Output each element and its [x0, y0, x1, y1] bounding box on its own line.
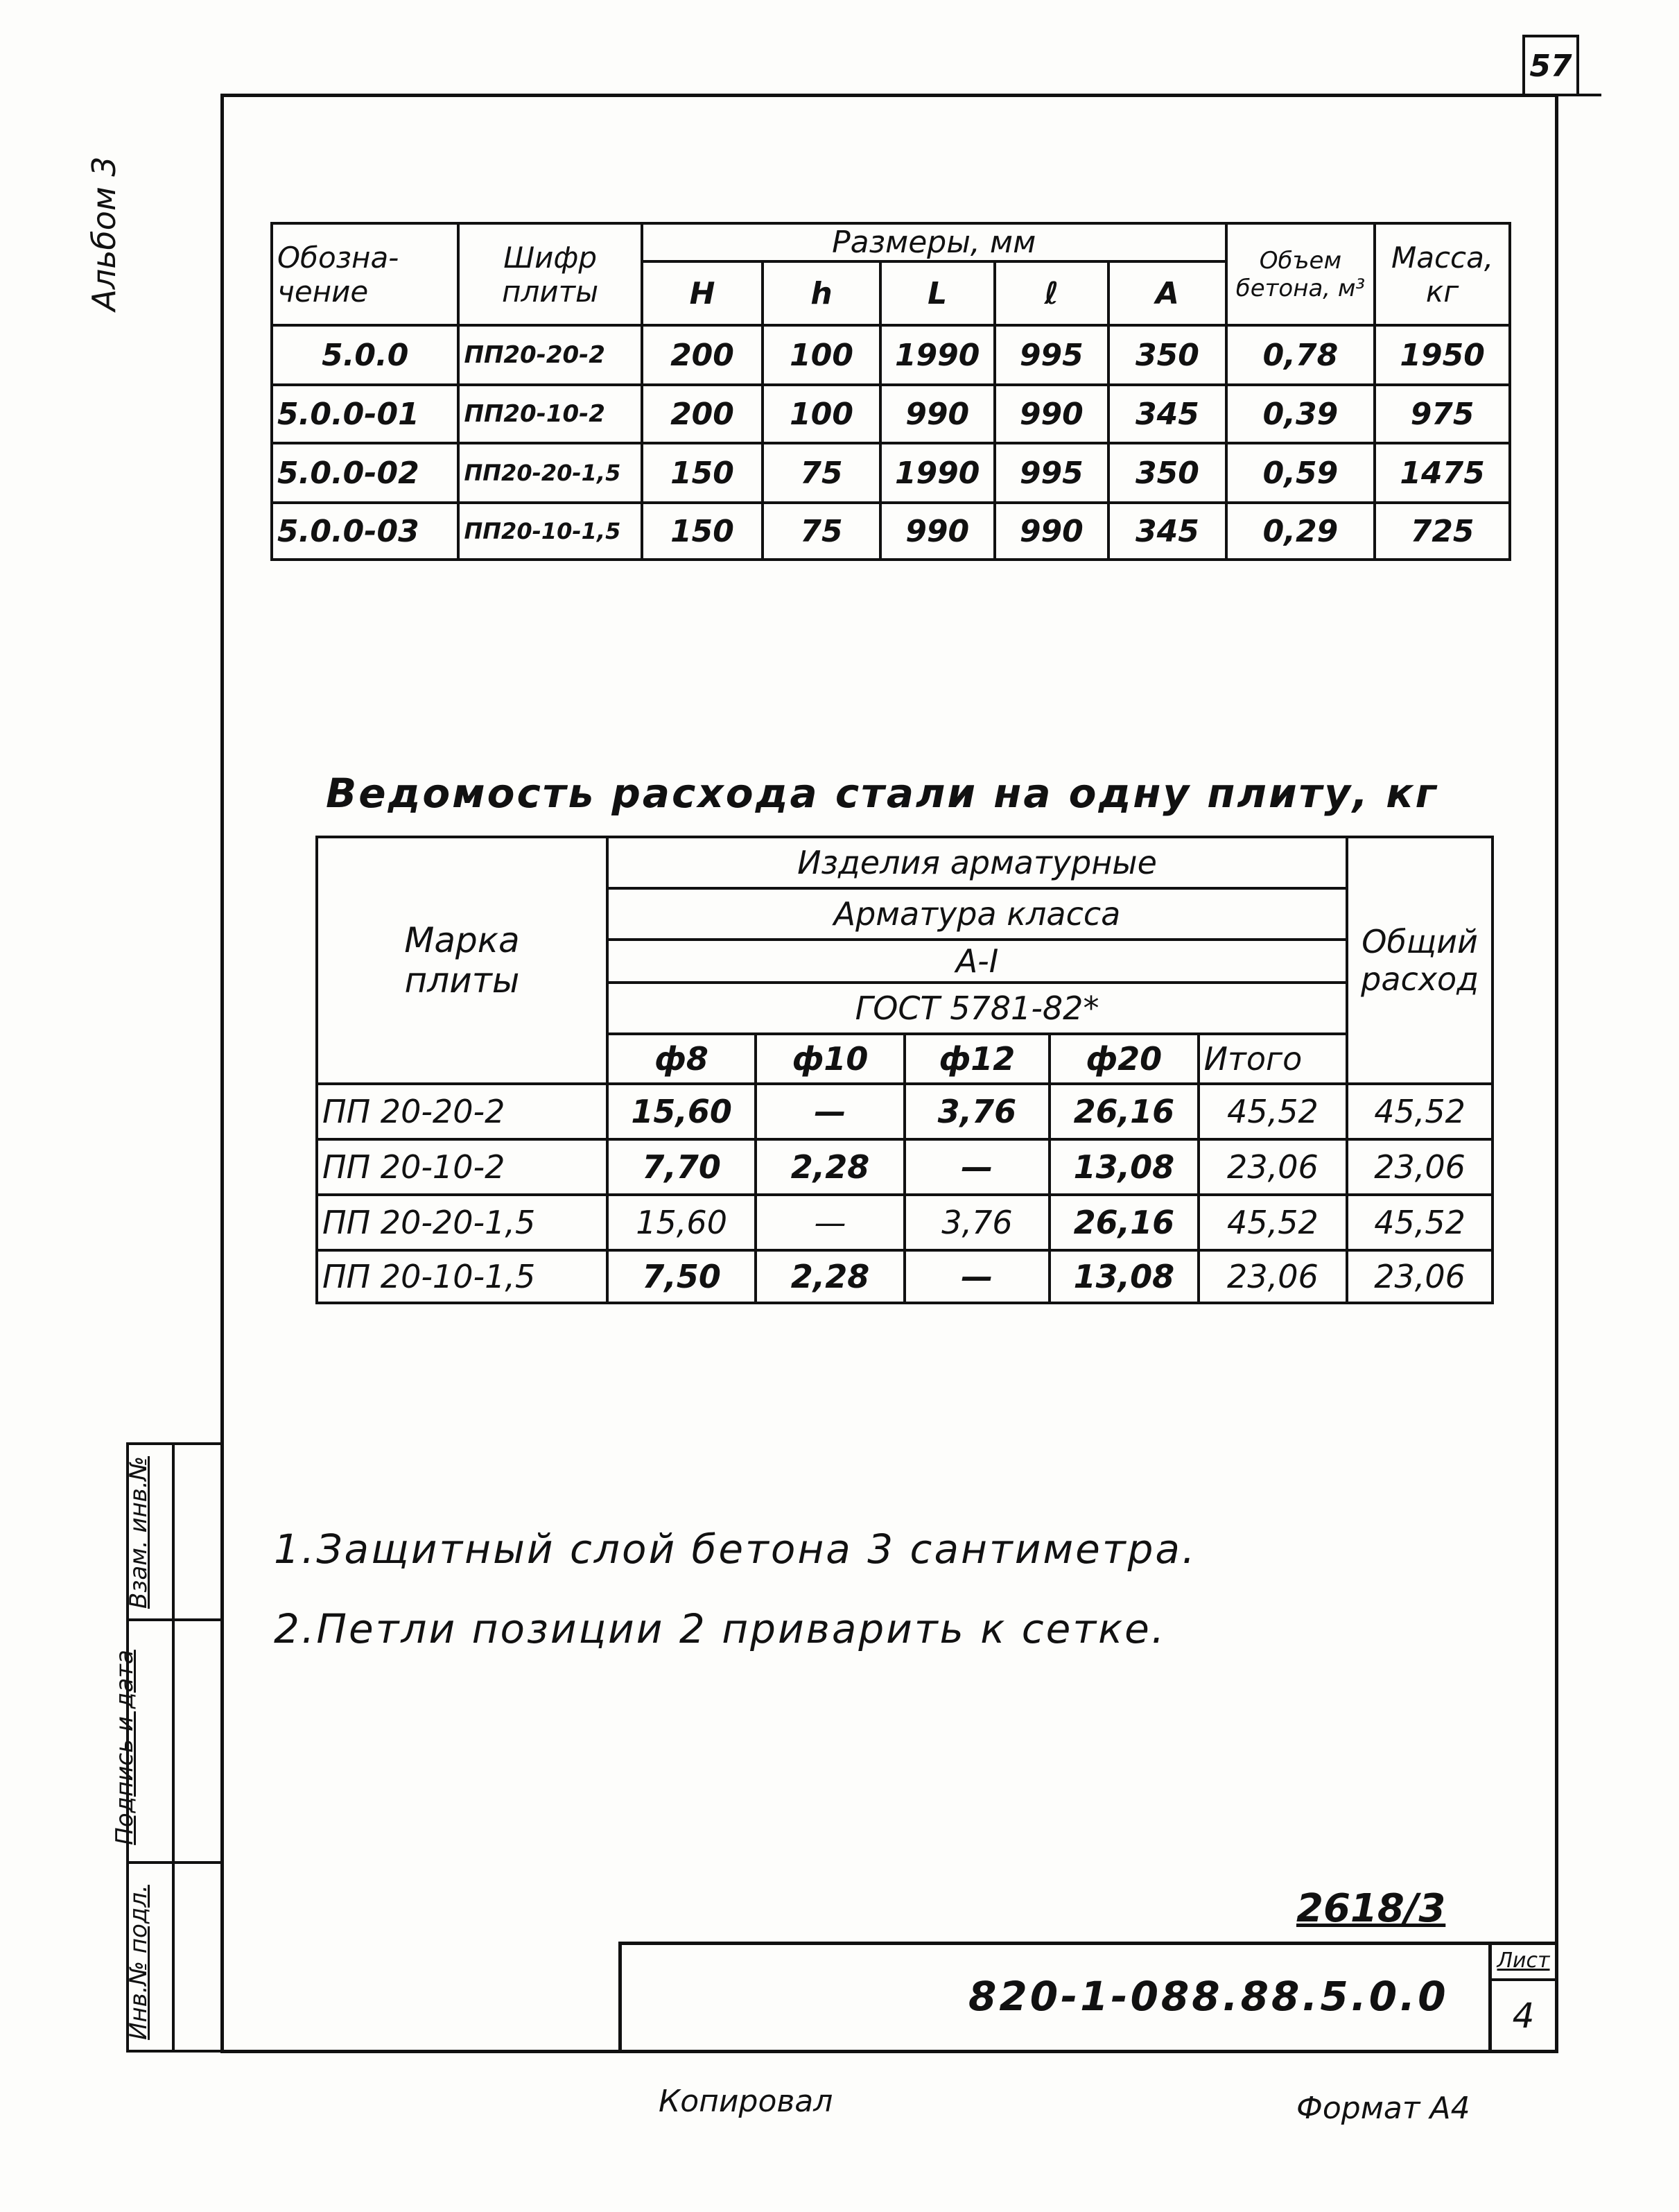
table-row [272, 443, 1510, 503]
note-1: 1.Защитный слой бетона 3 сантиметра. [274, 1526, 1197, 1573]
cell-d12: — [905, 1250, 1050, 1303]
replace-inv-label: Взам. инв.№ [125, 1455, 153, 1609]
cell-designation: 5.0.0 [272, 325, 458, 385]
cell-volume: 0,29 [1226, 503, 1375, 560]
table-row [272, 385, 1510, 443]
col-h: h [763, 261, 880, 325]
cell-l: 990 [995, 385, 1109, 443]
col-rebar-class: Арматура класса [607, 888, 1347, 940]
cell-d8: 7,70 [607, 1139, 756, 1195]
col-mass: Масса, кг [1375, 223, 1510, 325]
col-d10: ф10 [756, 1034, 904, 1084]
table-row [317, 1250, 1493, 1303]
cell-A: 345 [1108, 503, 1226, 560]
col-l: ℓ [995, 261, 1109, 325]
album-label: Альбом 3 [85, 156, 123, 311]
cell-H: 150 [642, 443, 763, 503]
cell-designation: 5.0.0-03 [272, 503, 458, 560]
col-subtotal: Итого [1199, 1034, 1348, 1084]
cell-subtotal: 23,06 [1199, 1139, 1348, 1195]
cell-h: 100 [763, 325, 880, 385]
format-label: Формат А4 [1296, 2091, 1470, 2126]
cell-d10: — [756, 1195, 904, 1250]
cell-mark: ПП 20-20-2 [317, 1084, 607, 1139]
cell-d20: 26,16 [1050, 1084, 1199, 1139]
col-d12: ф12 [905, 1034, 1050, 1084]
cell-d10: 2,28 [756, 1139, 904, 1195]
cell-l: 995 [995, 325, 1109, 385]
cell-A: 350 [1108, 325, 1226, 385]
col-L: L [880, 261, 995, 325]
cell-h: 100 [763, 385, 880, 443]
cell-cipher: ПП20-10-2 [458, 385, 641, 443]
cell-mass: 1950 [1375, 325, 1510, 385]
steel-table [315, 836, 1494, 1304]
cell-cipher: ПП20-20-2 [458, 325, 641, 385]
col-gost: ГОСТ 5781-82* [607, 983, 1347, 1034]
col-A: A [1108, 261, 1226, 325]
sheet-label: Лист [1492, 1945, 1555, 1981]
cell-d10: 2,28 [756, 1250, 904, 1303]
table-row [317, 1139, 1493, 1195]
cell-h: 75 [763, 443, 880, 503]
cell-designation: 5.0.0-02 [272, 443, 458, 503]
cell-mark: ПП 20-10-2 [317, 1139, 607, 1195]
cell-total: 23,06 [1347, 1139, 1493, 1195]
cell-h: 75 [763, 503, 880, 560]
col-volume: Объем бетона, м³ [1226, 223, 1375, 325]
cell-L: 1990 [880, 325, 995, 385]
cell-l: 990 [995, 503, 1109, 560]
cell-d12: — [905, 1139, 1050, 1195]
inv-orig-label: Инв.№ подл. [125, 1885, 153, 2040]
cell-mark: ПП 20-10-1,5 [317, 1250, 607, 1303]
cell-designation: 5.0.0-01 [272, 385, 458, 443]
cell-d12: 3,76 [905, 1195, 1050, 1250]
cell-d8: 7,50 [607, 1250, 756, 1303]
cell-H: 150 [642, 503, 763, 560]
cell-L: 990 [880, 503, 995, 560]
cell-mass: 725 [1375, 503, 1510, 560]
col-cipher: Шифр плиты [458, 223, 641, 325]
cell-volume: 0,78 [1226, 325, 1375, 385]
cell-subtotal: 45,52 [1199, 1195, 1348, 1250]
cell-A: 345 [1108, 385, 1226, 443]
page-number: 57 [1522, 35, 1579, 96]
col-H: H [642, 261, 763, 325]
cell-L: 990 [880, 385, 995, 443]
cell-A: 350 [1108, 443, 1226, 503]
cell-total: 45,52 [1347, 1084, 1493, 1139]
strip-row-line [129, 1861, 220, 1864]
cell-d8: 15,60 [607, 1084, 756, 1139]
col-total: Общий расход [1347, 837, 1493, 1084]
cell-d20: 26,16 [1050, 1195, 1199, 1250]
cell-H: 200 [642, 325, 763, 385]
cell-d12: 3,76 [905, 1084, 1050, 1139]
cell-total: 45,52 [1347, 1195, 1493, 1250]
title-stamp [618, 1942, 1558, 2053]
cell-d20: 13,08 [1050, 1250, 1199, 1303]
cell-volume: 0,59 [1226, 443, 1375, 503]
strip-divider [172, 1445, 175, 2050]
cell-L: 1990 [880, 443, 995, 503]
document-code: 820-1-088.88.5.0.0 [968, 1973, 1449, 2020]
note-2: 2.Петли позиции 2 приварить к сетке. [274, 1605, 1167, 1652]
strip-row-line [129, 1618, 220, 1621]
cell-total: 23,06 [1347, 1250, 1493, 1303]
cell-volume: 0,39 [1226, 385, 1375, 443]
sheet-cell [1488, 1945, 1555, 2053]
sign-date-label: Подпись и дата [111, 1650, 139, 1845]
cell-mass: 1475 [1375, 443, 1510, 503]
copied-by: Копировал [659, 2084, 833, 2119]
table-row [272, 503, 1510, 560]
cell-d10: — [756, 1084, 904, 1139]
table-row [317, 1195, 1493, 1250]
col-sizes-group: Размеры, мм [642, 223, 1226, 261]
col-class-value: А-I [607, 940, 1347, 983]
cell-l: 995 [995, 443, 1109, 503]
cell-subtotal: 45,52 [1199, 1084, 1348, 1139]
cell-d8: 15,60 [607, 1195, 756, 1250]
col-mark: Марка плиты [317, 837, 607, 1084]
cell-d20: 13,08 [1050, 1139, 1199, 1195]
steel-heading: Ведомость расхода стали на одну плиту, кг [326, 770, 1438, 817]
col-d20: ф20 [1050, 1034, 1199, 1084]
sheet-number: 4 [1512, 1996, 1535, 2036]
cell-cipher: ПП20-20-1,5 [458, 443, 641, 503]
cell-mass: 975 [1375, 385, 1510, 443]
cell-mark: ПП 20-20-1,5 [317, 1195, 607, 1250]
cell-cipher: ПП20-10-1,5 [458, 503, 641, 560]
table-row [317, 1084, 1493, 1139]
archive-number: 2618/3 [1296, 1886, 1446, 1931]
col-d8: ф8 [607, 1034, 756, 1084]
col-designation: Обозна-чение [272, 223, 458, 325]
cell-subtotal: 23,06 [1199, 1250, 1348, 1303]
dimensions-table [270, 222, 1511, 561]
col-products: Изделия арматурные [607, 837, 1347, 888]
cell-H: 200 [642, 385, 763, 443]
table-row [272, 325, 1510, 385]
